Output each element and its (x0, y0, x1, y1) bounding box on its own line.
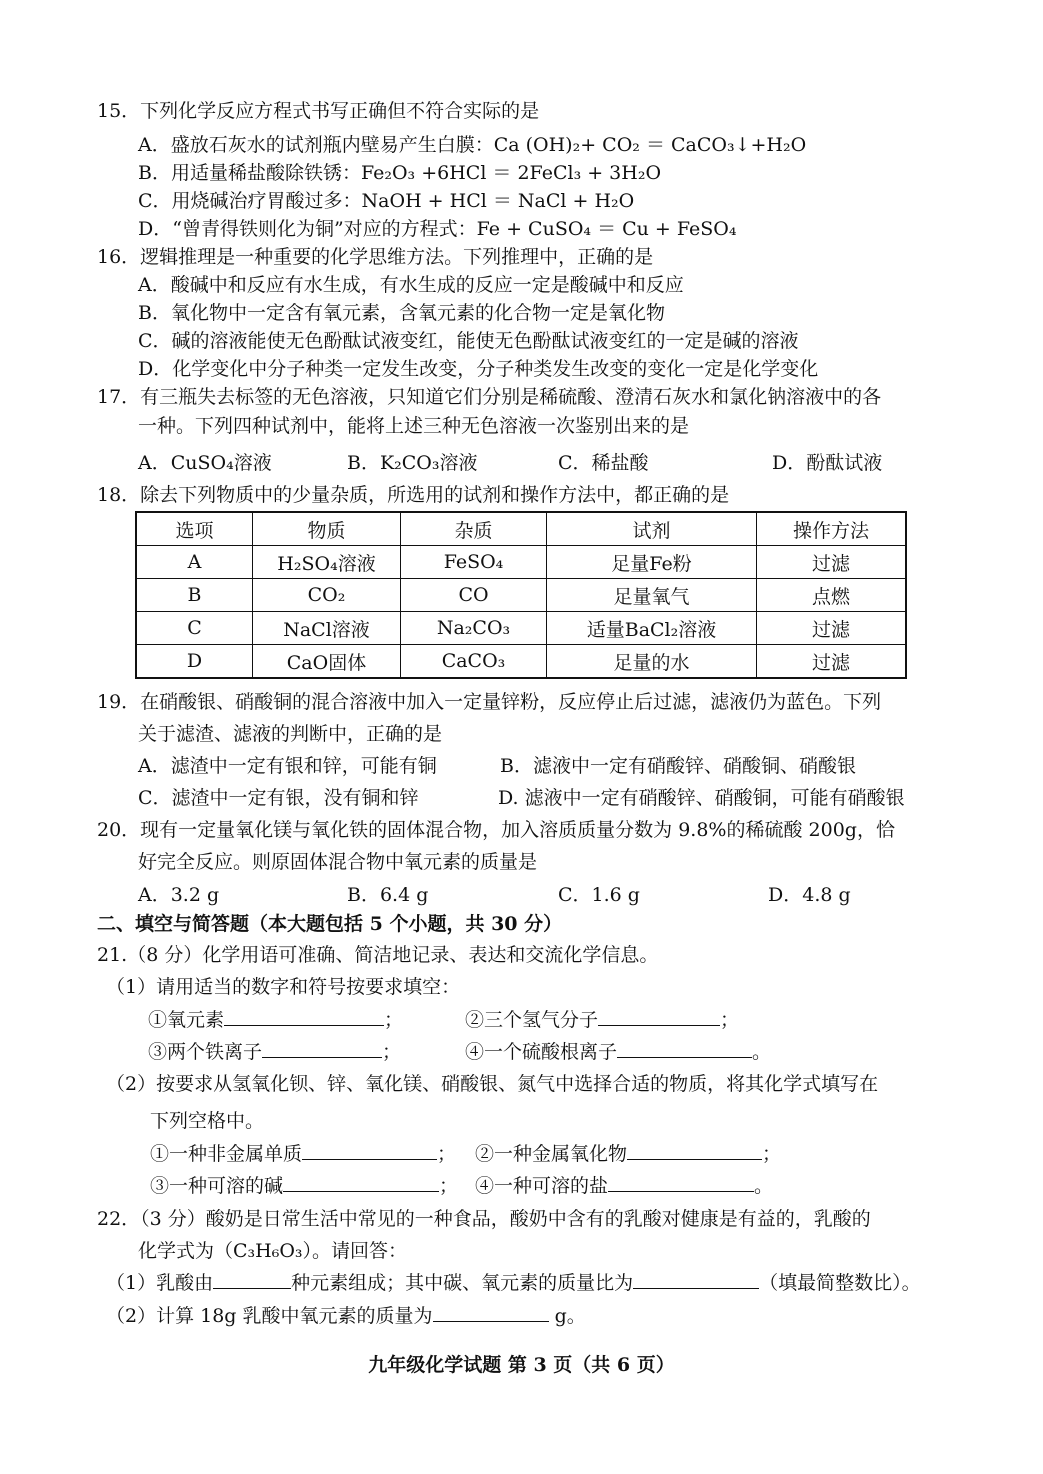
q20-stem-line1: 20．现有一定量氧化镁与氧化铁的固体混合物，加入溶质质量分数为 9.8%的稀硫酸 200g，恰 (97, 819, 895, 841)
q19-stem-line2: 关于滤渣、滤液的判断中，正确的是 (138, 723, 443, 745)
table-cell: CO (401, 579, 547, 612)
table-row (136, 645, 906, 679)
table-header-cell: 选项 (136, 512, 253, 546)
table-cell: Na₂CO₃ (401, 612, 547, 645)
table-cell: A (136, 546, 253, 579)
section-heading: 二、填空与简答题（本大题包括 5 个小题，共 30 分） (97, 913, 563, 935)
table-header-cell: 操作方法 (757, 512, 907, 546)
table-cell: 足量的水 (547, 645, 757, 679)
answer-blank[interactable] (283, 1173, 439, 1192)
q15-option-d: D．“曾青得铁则化为铜”对应的方程式：Fe + CuSO₄ ＝ Cu + FeSO₄ (138, 218, 737, 240)
answer-blank[interactable] (302, 1141, 437, 1160)
q21-blank-1a: ①氧元素 ； (148, 1009, 404, 1031)
answer-blank[interactable] (633, 1270, 759, 1289)
answer-blank[interactable] (617, 1039, 752, 1058)
table-cell: 过滤 (757, 645, 907, 679)
q15-stem: 15．下列化学反应方程式书写正确但不符合实际的是 (97, 100, 540, 122)
q20-option-a: A．3.2 g (138, 884, 220, 906)
q17-option-a: A．CuSO₄溶液 (138, 452, 272, 474)
table-cell: FeSO₄ (401, 546, 547, 579)
q16-option-c: C．碱的溶液能使无色酚酞试液变红，能使无色酚酞试液变红的一定是碱的溶液 (138, 330, 799, 352)
q19-stem-line1: 19．在硝酸银、硝酸铜的混合溶液中加入一定量锌粉，反应停止后过滤，滤液仍为蓝色。下列 (97, 691, 882, 713)
q21-part2-line2: 下列空格中。 (150, 1110, 265, 1132)
table-row (136, 546, 906, 579)
q20-option-b: B．6.4 g (347, 884, 429, 906)
table-header-cell: 物质 (253, 512, 401, 546)
answer-blank[interactable] (224, 1007, 384, 1026)
table-header-cell: 杂质 (401, 512, 547, 546)
answer-blank[interactable] (608, 1173, 754, 1192)
q16-option-b: B．氧化物中一定含有氧元素，含氧元素的化合物一定是氧化物 (138, 302, 665, 324)
answer-blank[interactable] (262, 1039, 382, 1058)
table-header-cell: 试剂 (547, 512, 757, 546)
q16-option-d: D．化学变化中分子种类一定发生改变，分子种类发生改变的变化一定是化学变化 (138, 358, 819, 380)
q22-part2: （2）计算 18g 乳酸中氧元素的质量为 g。 (106, 1305, 586, 1327)
q15-option-a: A．盛放石灰水的试剂瓶内壁易产生白膜：Ca (OH)₂+ CO₂ ＝ CaCO₃↓+H₂O (138, 134, 807, 156)
q21-blank-2a: ①一种非金属单质 ； (150, 1143, 457, 1165)
answer-blank[interactable] (433, 1303, 549, 1322)
answer-blank[interactable] (598, 1007, 720, 1026)
q16-stem: 16．逻辑推理是一种重要的化学思维方法。下列推理中，正确的是 (97, 246, 654, 268)
q21-blank-2c: ③一种可溶的碱 ； (150, 1175, 459, 1197)
q22-stem-line1: 22．（3 分）酸奶是日常生活中常见的一种食品，酸奶中含有的乳酸对健康是有益的，乳酸的 (97, 1208, 871, 1230)
q21-part1: （1）请用适当的数字和符号按要求填空： (106, 976, 461, 998)
q17-option-b: B．K₂CO₃溶液 (347, 452, 478, 474)
q21-part2-line1: （2）按要求从氢氧化钡、锌、氧化镁、硝酸银、氮气中选择合适的物质，将其化学式填写在 (106, 1073, 879, 1095)
q20-option-c: C．1.6 g (558, 884, 640, 906)
q15-option-b: B．用适量稀盐酸除铁锈：Fe₂O₃ +6HCl ＝ 2FeCl₃ + 3H₂O (138, 162, 662, 184)
q20-option-d: D．4.8 g (768, 884, 851, 906)
table-cell: NaCl溶液 (253, 612, 401, 645)
table-header-row (136, 512, 906, 546)
table-cell: 适量BaCl₂溶液 (547, 612, 757, 645)
table-cell: B (136, 579, 253, 612)
q17-stem-line1: 17．有三瓶失去标签的无色溶液，只知道它们分别是稀硫酸、澄清石灰水和氯化钠溶液中的各 (97, 386, 882, 408)
q18-stem: 18．除去下列物质中的少量杂质，所选用的试剂和操作方法中，都正确的是 (97, 484, 730, 506)
q20-stem-line2: 好完全反应。则原固体混合物中氧元素的质量是 (138, 851, 538, 873)
table-cell: CaCO₃ (401, 645, 547, 679)
answer-blank[interactable] (627, 1141, 762, 1160)
q19-option-b: B．滤液中一定有硝酸锌、硝酸铜、硝酸银 (500, 755, 856, 777)
q21-blank-1b: ②三个氢气分子 ； (465, 1009, 740, 1031)
q22-part1: （1）乳酸由 种元素组成；其中碳、氧元素的质量比为 （填最简整数比）。 (106, 1272, 921, 1294)
page-footer: 九年级化学试题 第 3 页（共 6 页） (368, 1354, 675, 1376)
table-cell: CO₂ (253, 579, 401, 612)
table-cell: C (136, 612, 253, 645)
q19-option-a: A．滤渣中一定有银和锌，可能有铜 (138, 755, 437, 777)
q17-option-d: D．酚酞试液 (772, 452, 883, 474)
table-cell: 足量氧气 (547, 579, 757, 612)
table-cell: 点燃 (757, 579, 907, 612)
q15-option-c: C．用烧碱治疗胃酸过多：NaOH + HCl ＝ NaCl + H₂O (138, 190, 635, 212)
q17-stem-line2: 一种。下列四种试剂中，能将上述三种无色溶液一次鉴别出来的是 (138, 415, 690, 437)
q21-blank-1c: ③两个铁离子 ； (148, 1041, 402, 1063)
q21-blank-2d: ④一种可溶的盐 。 (475, 1175, 774, 1197)
table-row (136, 579, 906, 612)
table-cell: D (136, 645, 253, 679)
q21-stem: 21.（8 分）化学用语可准确、简洁地记录、表达和交流化学信息。 (97, 944, 659, 966)
q17-option-c: C．稀盐酸 (558, 452, 649, 474)
q21-blank-1d: ④一个硫酸根离子 。 (465, 1041, 772, 1063)
table-cell: 过滤 (757, 612, 907, 645)
q19-option-d: D. 滤液中一定有硝酸锌、硝酸铜，可能有硝酸银 (498, 787, 905, 809)
table-row (136, 612, 906, 645)
q18-table (135, 511, 907, 679)
table-cell: H₂SO₄溶液 (253, 546, 401, 579)
table-cell: CaO固体 (253, 645, 401, 679)
q16-option-a: A．酸碱中和反应有水生成，有水生成的反应一定是酸碱中和反应 (138, 274, 684, 296)
q21-blank-2b: ②一种金属氧化物 ； (475, 1143, 782, 1165)
q22-stem-line2: 化学式为（C₃H₆O₃）。请回答： (138, 1240, 408, 1262)
table-cell: 足量Fe粉 (547, 546, 757, 579)
q19-option-c: C．滤渣中一定有银，没有铜和锌 (138, 787, 419, 809)
table-cell: 过滤 (757, 546, 907, 579)
answer-blank[interactable] (213, 1270, 291, 1289)
